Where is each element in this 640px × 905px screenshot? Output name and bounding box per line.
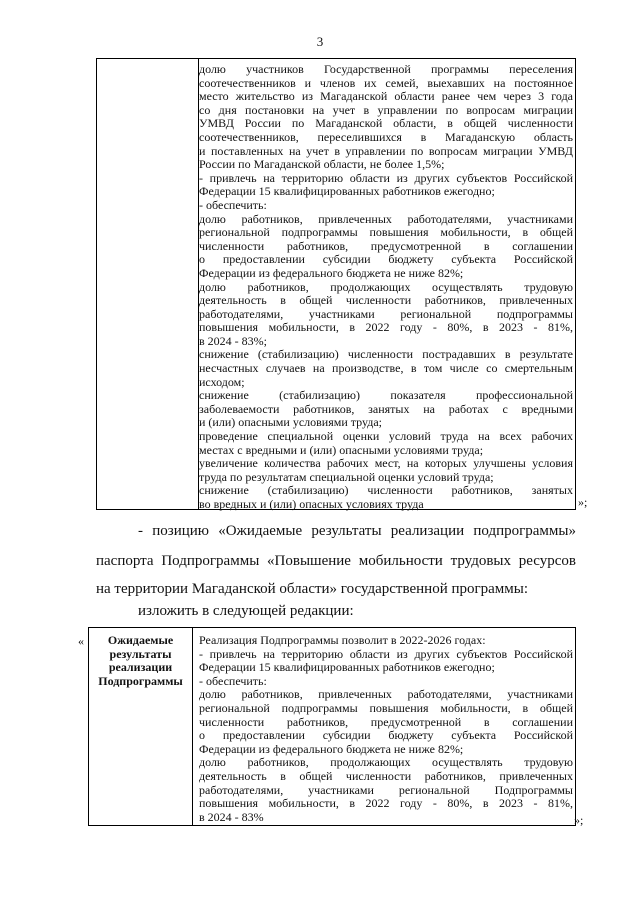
text-line: региональной подпрограммы повышения мобильности, в общей	[199, 226, 573, 240]
text-line: Федерации 15 квалифицированных работников ежегодно;	[199, 661, 495, 675]
closing-quote: »;	[578, 495, 588, 509]
text-line: заболеваемости работников, занятых на работах с вредными	[199, 402, 573, 416]
text-line: снижение (стабилизацию) показателя профессиональной	[199, 389, 573, 403]
text-line: - привлечь на территорию области из других субъектов Российской	[199, 171, 573, 185]
text-line: численности работников, предусмотренной в соглашении	[199, 239, 573, 253]
heading-line: Ожидаемые	[107, 633, 174, 647]
text-line: соотечественников, переселившихся в Магаданскую область	[199, 130, 573, 144]
text-line: России по Магаданской области, не более 1,5%;	[199, 158, 445, 172]
text-line: долю работников, продолжающих осуществлять трудовую	[199, 756, 573, 770]
paragraph-line: паспорта Подпрограммы «Повышение мобильности трудовых ресурсов	[96, 553, 576, 569]
paragraph-line: - позицию «Ожидаемые результаты реализации подпрограммы»	[138, 523, 576, 539]
text-line: - обеспечить:	[199, 198, 267, 212]
paragraph-line: на территории Магаданской области» государственной программы:	[96, 581, 529, 597]
page-number: 3	[316, 34, 324, 49]
text-line: несчастных случаев на производстве, в том числе со смертельным	[199, 362, 573, 376]
text-line: о предоставлении субсидии бюджету субъекта Российской	[199, 253, 573, 267]
text-line: соотечественников и членов их семей, выехавших на постоянное	[199, 76, 573, 90]
text-line: со дня постановки на учет в управлении по вопросам миграции	[199, 103, 573, 117]
text-line: и поставленных на учет в управлении по вопросам миграции УМВД	[199, 144, 573, 158]
paragraph-line: изложить в следующей редакции:	[138, 603, 354, 619]
text-line: Федерации из федерального бюджета не ниже 82%;	[199, 742, 464, 756]
text-line: в 2024 - 83%;	[199, 334, 267, 348]
text-line: во вредных и (или) опасных условиях труда	[199, 498, 424, 511]
text-line: УМВД России по Магаданской области, в общей численности	[199, 117, 573, 131]
text-line: проведение специальной оценки условий труда на всех рабочих	[199, 430, 573, 444]
closing-quote: »;	[574, 813, 584, 827]
heading-line: Подпрограммы	[98, 673, 183, 688]
text-line: место жительство из Магаданской области ранее чем через 3 года	[199, 90, 573, 104]
text-line: увеличение количества рабочих мест, на которых улучшены условия	[199, 457, 573, 471]
text-line: исходом;	[199, 375, 245, 389]
opening-quote: «	[78, 634, 84, 648]
text-line: Федерации из федерального бюджета не ниже 82%;	[199, 266, 464, 280]
text-line: Федерации 15 квалифицированных работников ежегодно;	[199, 185, 495, 199]
text-line: региональной подпрограммы повышения мобильности, в общей	[199, 701, 573, 715]
text-line: деятельность в общей численности работников, привлеченных	[199, 294, 573, 308]
table-right-column	[199, 63, 573, 512]
text-line: повышения мобильности, в 2022 году - 80%, в 2023 - 81%,	[199, 797, 573, 811]
table-content-cell	[199, 634, 573, 824]
heading-line: реализации	[108, 660, 173, 675]
text-line: долю участников Государственной программы переселения	[199, 63, 573, 76]
text-line: повышения мобильности, в 2022 году - 80%, в 2023 - 81%,	[199, 321, 573, 335]
text-line: долю работников, привлеченных работодателями, участниками	[199, 688, 573, 702]
heading-line: результаты	[109, 646, 172, 661]
text-line: местах с вредными и (или) опасными условиями труда;	[199, 443, 484, 457]
text-line: и (или) опасными условиями труда;	[199, 416, 382, 430]
text-line: долю работников, привлеченных работодателями, участниками	[199, 212, 573, 226]
text-line: численности работников, предусмотренной в соглашении	[199, 715, 573, 729]
text-line: снижение (стабилизацию) численности пострадавших в результате	[199, 348, 573, 362]
table-heading-cell	[89, 628, 193, 825]
text-line: работодателями, участниками региональной Подпрограммы	[199, 783, 573, 797]
passport-table-continued	[96, 58, 576, 510]
text-line: деятельность в общей численности работников, привлеченных	[199, 769, 573, 783]
text-line: о предоставлении субсидии бюджету субъекта Российской	[199, 729, 573, 743]
text-line: в 2024 - 83%	[199, 810, 264, 824]
text-line: - привлечь на территорию области из других субъектов Российской	[199, 647, 573, 661]
text-line: Реализация Подпрограммы позволит в 2022-2026 годах:	[199, 634, 486, 647]
text-line: работодателями, участниками региональной подпрограммы	[199, 307, 573, 321]
text-line: долю работников, продолжающих осуществлять трудовую	[199, 280, 573, 294]
text-line: труда по результатам специальной оценки условий труда;	[199, 470, 494, 484]
text-line: снижение (стабилизацию) численности работников, занятых	[199, 484, 573, 498]
text-line: - обеспечить:	[199, 674, 267, 688]
table-left-column	[97, 59, 199, 509]
passport-table-new	[88, 627, 576, 826]
